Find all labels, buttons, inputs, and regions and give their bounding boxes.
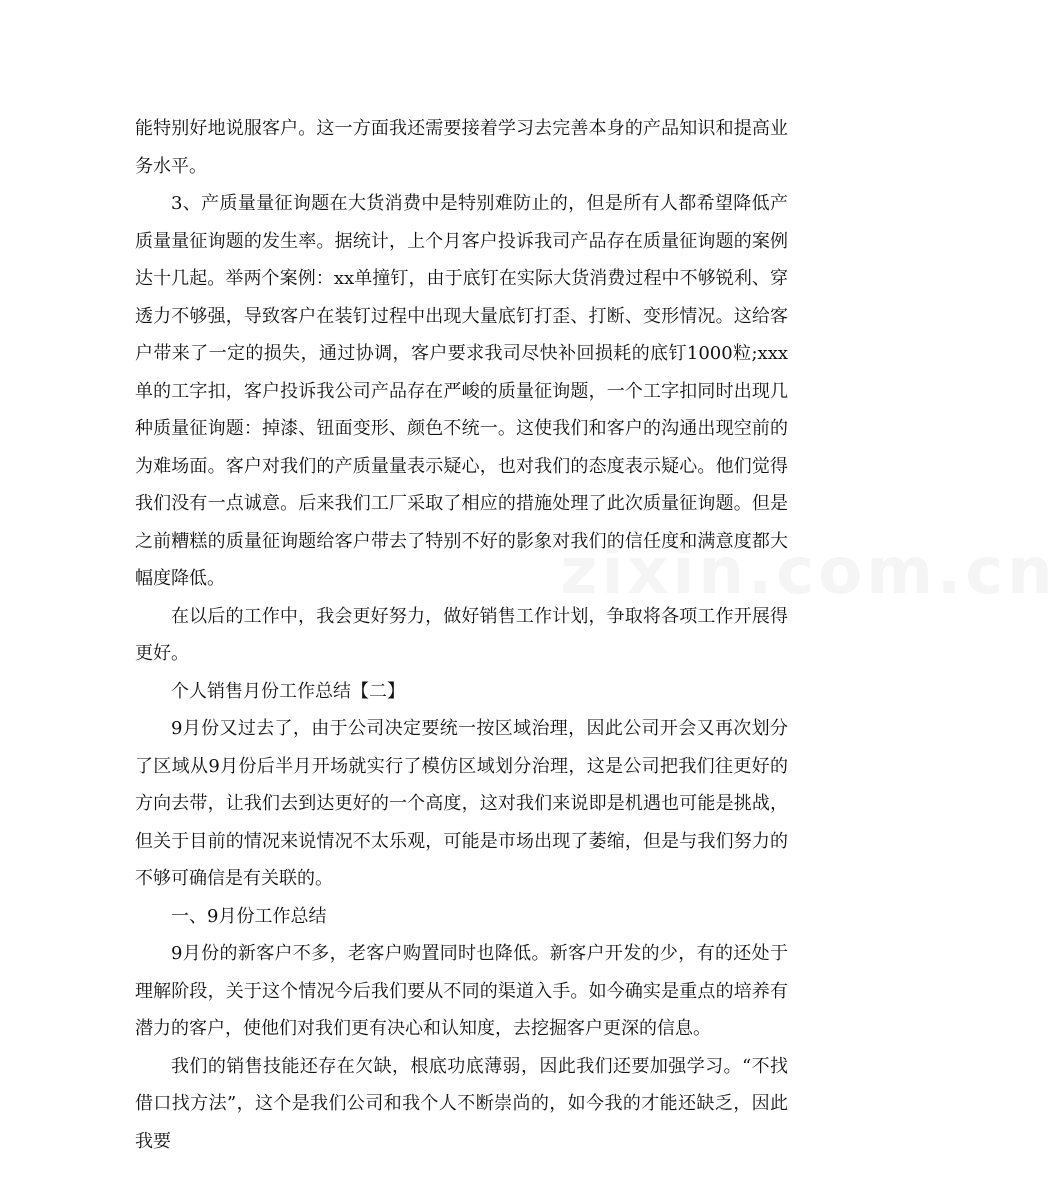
document-body: [135, 110, 788, 1160]
paragraph-3: 在以后的工作中，我会更好努力，做好销售工作计划，争取将各项工作开展得更好。: [135, 605, 788, 664]
paragraph-1: 能特别好地说服客户。这一方面我还需要接着学习去完善本身的产品知识和提高业务水平。: [135, 118, 788, 177]
paragraph-5: 9月份的新客户不多，老客户购置同时也降低。新客户开发的少，有的还处于理解阶段，关于这个情况今后我们要从不同的渠道入手。如今确实是重点的培养有潜力的客户，使他们对我们更有决心和认知度，去挖掘客户更深的信息。: [135, 943, 788, 1039]
watermark: zixin.com.cn: [560, 535, 1057, 609]
subheading-september-summary: 一、9月份工作总结: [171, 905, 327, 927]
section-heading-2: 个人销售月份工作总结【二】: [171, 680, 405, 702]
paragraph-6: 我们的销售技能还存在欠缺，根底功底薄弱，因此我们还要加强学习。“不找借口找方法”，这个是我们公司和我个人不断崇尚的，如今我的才能还缺乏，因此我要: [135, 1055, 788, 1152]
paragraph-4: 9月份又过去了，由于公司决定要统一按区域治理，因此公司开会又再次划分了区域从9月份后半月开场就实行了模仿区域划分治理，这是公司把我们往更好的方向去带，让我们去到达更好的一个高度，这对我们来说即是机遇也可能是挑战，但关于目前的情况来说情况不太乐观，可能是市场出现了萎缩，但是与我们努力的不够可确信是有关联的。: [135, 718, 788, 889]
paragraph-2: 3、产质量量征询题在大货消费中是特别难防止的，但是所有人都希望降低产质量量征询题的发生率。据统计，上个月客户投诉我司产品存在质量征询题的案例达十几起。举两个案例：xx单撞钉，由于底钉在实际大货消费过程中不够锐利、穿透力不够强，导致客户在装钉过程中出现大量底钉打歪、打断、变形情况。这给客户带来了一定的损失，通过协调，客户要求我司尽快补回损耗的底钉1000粒;xxx单的工字扣，客户投诉我公司产品存在严峻的质量征询题，一个工字扣同时出现几种质量征询题：掉漆、钮面变形、颜色不统一。这使我们和客户的沟通出现空前的为难场面。客户对我们的产质量量表示疑心，也对我们的态度表示疑心。他们觉得我们没有一点诚意。后来我们工厂采取了相应的措施处理了此次质量征询题。但是之前糟糕的质量征询题给客户带去了特别不好的影象对我们的信任度和满意度都大幅度降低。: [135, 193, 788, 589]
